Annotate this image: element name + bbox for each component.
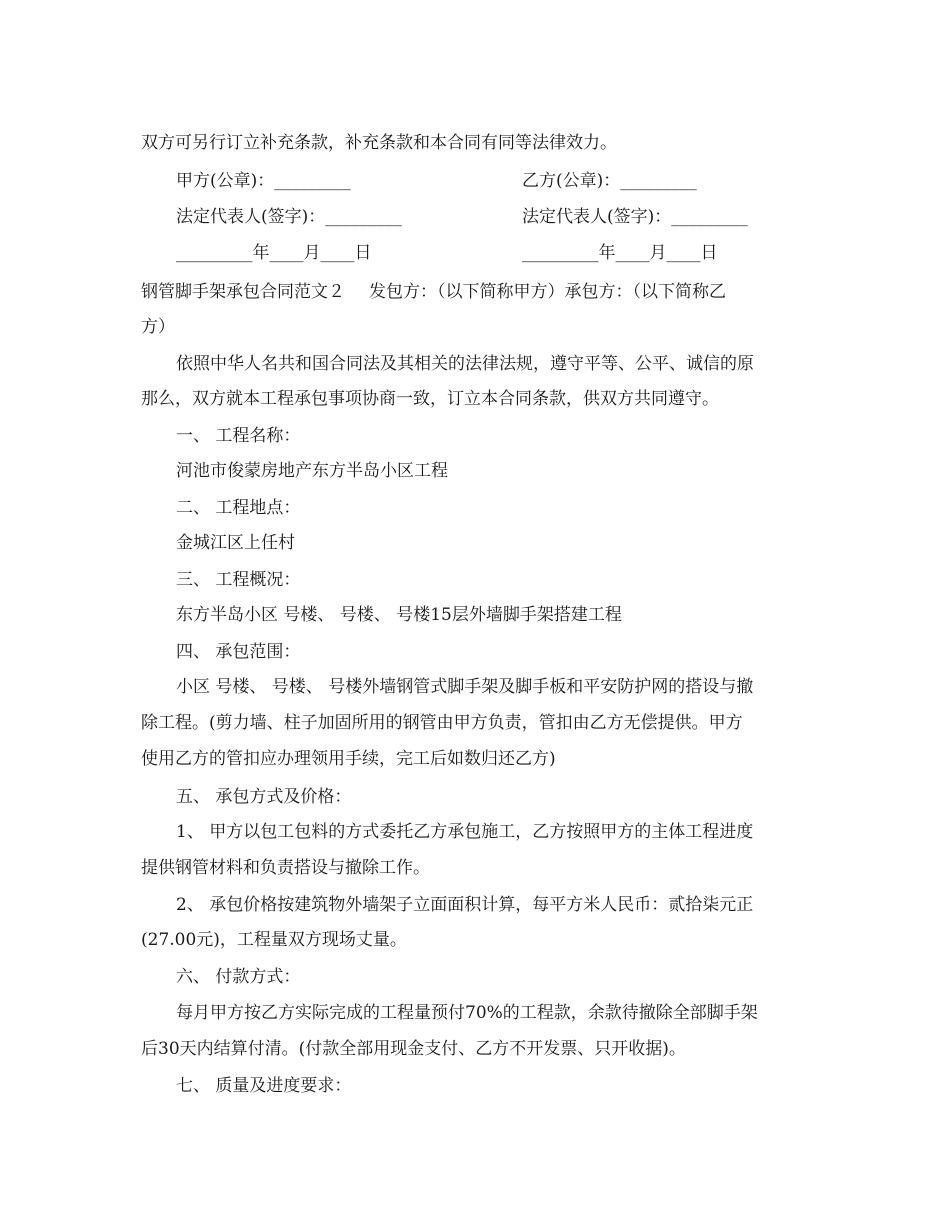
section4-body-line-2: 除工程。(剪力墙、柱子加固所用的钢管由甲方负责，管扣由乙方无偿提供。甲方 xyxy=(141,713,743,733)
party-a-date-field: _________年____月____日 xyxy=(176,243,372,263)
section6-body-line-2: 后30天内结算付清。(付款全部用现金支付、乙方不开发票、只开收据)。 xyxy=(141,1039,686,1059)
section1-heading: 一、 工程名称： xyxy=(176,426,301,446)
section6-body-line-1: 每月甲方按乙方实际完成的工程量预付70%的工程款，余款待撤除全部脚手架 xyxy=(176,1003,758,1023)
intro-tail-text: 双方可另行订立补充条款，补充条款和本合同有同等法律效力。 xyxy=(141,133,617,153)
signature-row-representative xyxy=(176,205,821,229)
section2-body: 金城江区上任村 xyxy=(176,533,295,553)
party-a-seal-field: 甲方(公章)：_________ xyxy=(176,171,351,191)
section5-item1-line-1: 1、 甲方以包工包料的方式委托乙方承包施工，乙方按照甲方的主体工程进度 xyxy=(176,822,754,842)
signature-row-seal xyxy=(176,169,821,193)
party-a-representative-field: 法定代表人(签字)：_________ xyxy=(176,207,402,227)
party-b-date-field: _________年____月____日 xyxy=(522,243,718,263)
section5-item2-line-2: (27.00元)，工程量双方现场丈量。 xyxy=(141,930,407,950)
section7-heading: 七、 质量及进度要求： xyxy=(176,1076,352,1096)
section4-body-line-1: 小区 号楼、 号楼、 号楼外墙钢管式脚手架及脚手板和平安防护网的搭设与撤 xyxy=(176,677,754,697)
section4-body-line-3: 使用乙方的管扣应办理领用手续，完工后如数归还乙方) xyxy=(141,749,556,769)
section3-body: 东方半岛小区 号楼、 号楼、 号楼15层外墙脚手架搭建工程 xyxy=(176,605,622,625)
section4-heading: 四、 承包范围： xyxy=(176,642,301,662)
signature-row-date xyxy=(176,241,821,265)
preamble-line-1: 依照中华人名共和国合同法及其相关的法律法规，遵守平等、公平、诚信的原 xyxy=(176,354,754,374)
section1-body: 河池市俊蒙房地产东方半岛小区工程 xyxy=(176,461,448,481)
section5-item1-line-2: 提供钢管材料和负责搭设与撤除工作。 xyxy=(141,858,430,878)
section5-heading: 五、 承包方式及价格： xyxy=(176,787,352,807)
section3-heading: 三、 工程概况： xyxy=(176,570,301,590)
section6-heading: 六、 付款方式： xyxy=(176,967,301,987)
party-b-representative-field: 法定代表人(签字)：_________ xyxy=(522,207,748,227)
section2-heading: 二、 工程地点： xyxy=(176,498,301,518)
contract2-parties-continued: 方） xyxy=(141,317,175,337)
preamble-line-2: 那么，双方就本工程承包事项协商一致，订立本合同条款，供双方共同遵守。 xyxy=(141,389,719,409)
contract2-parties: 发包方：（以下简称甲方）承包方：（以下简称乙 xyxy=(369,282,726,302)
section5-item2-line-1: 2、 承包价格按建筑物外墙架子立面面积计算，每平方米人民币：贰拾柒元正 xyxy=(176,895,754,915)
contract2-title-line xyxy=(141,280,821,304)
party-b-seal-field: 乙方(公章)：_________ xyxy=(522,171,697,191)
contract2-title: 钢管脚手架承包合同范文２ xyxy=(141,282,345,302)
